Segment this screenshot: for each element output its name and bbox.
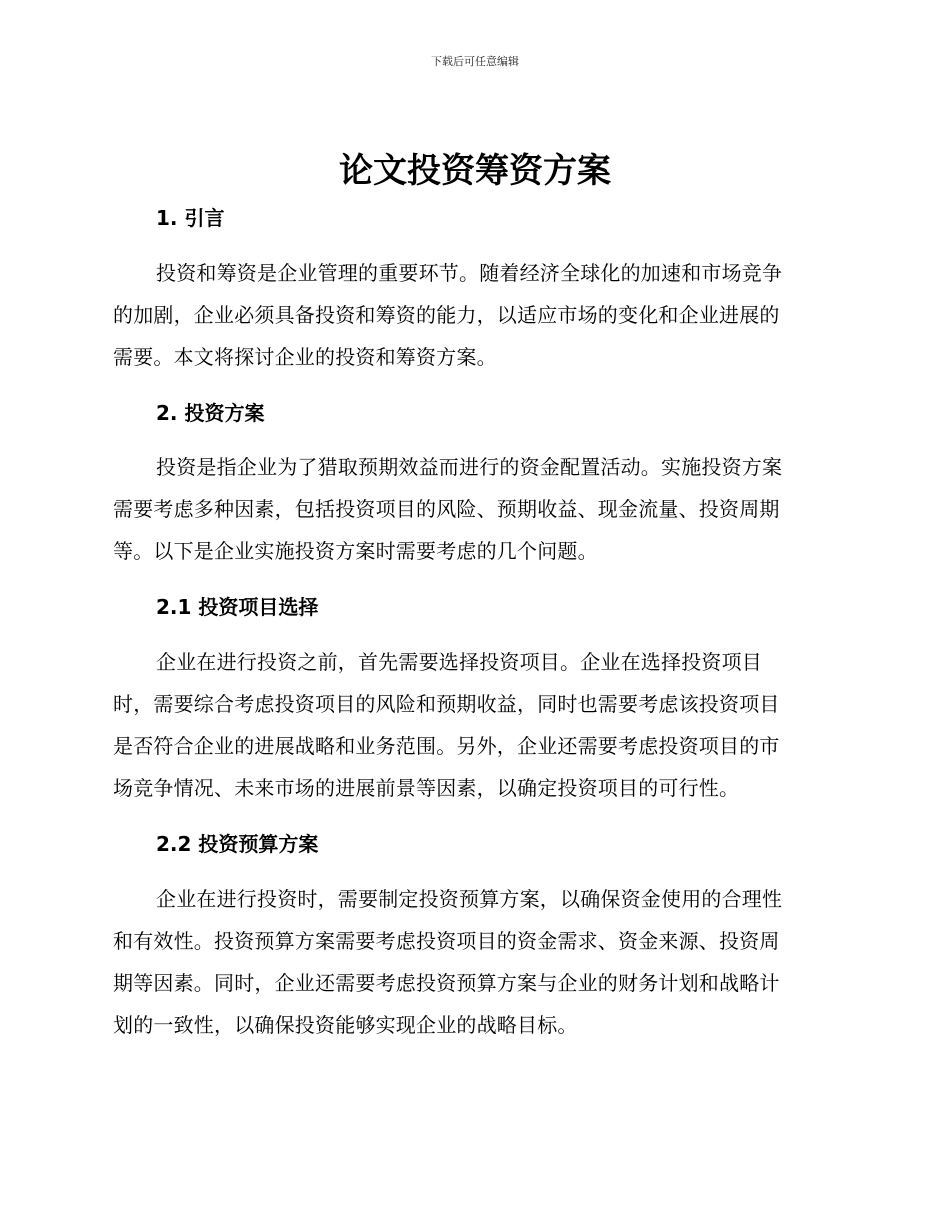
section-paragraph-investment-plan: [113, 446, 833, 572]
paragraph-line: 场竞争情况、未来市场的进展前景等因素，以确定投资项目的可行性。: [113, 776, 740, 800]
section-heading-budget-plan: 2.2 投资预算方案: [156, 832, 319, 856]
paragraph-line: 期等因素。同时，企业还需要考虑投资预算方案与企业的财务计划和战略计: [113, 971, 780, 995]
paragraph-line: 投资和筹资是企业管理的重要环节。随着经济全球化的加速和市场竞争: [156, 261, 783, 285]
section-paragraph-budget-plan: [113, 878, 833, 1046]
paragraph-line: 需要。本文将探讨企业的投资和筹资方案。: [113, 345, 497, 369]
paragraph-line: 的加剧，企业必须具备投资和筹资的能力，以适应市场的变化和企业进展的: [113, 303, 780, 327]
paragraph-line: 时，需要综合考虑投资项目的风险和预期收益，同时也需要考虑该投资项目: [113, 692, 780, 716]
section-heading-project-selection: 2.1 投资项目选择: [156, 595, 319, 619]
header-note: 下载后可任意编辑: [431, 55, 519, 68]
paragraph-line: 和有效性。投资预算方案需要考虑投资项目的资金需求、资金来源、投资周: [113, 929, 780, 953]
paragraph-line: 等。以下是企业实施投资方案时需要考虑的几个问题。: [113, 539, 598, 563]
paragraph-line: 需要考虑多种因素，包括投资项目的风险、预期收益、现金流量、投资周期: [113, 497, 780, 521]
paragraph-line: 是否符合企业的进展战略和业务范围。另外，企业还需要考虑投资项目的市: [113, 734, 780, 758]
section-paragraph-project-selection: [113, 641, 833, 809]
paragraph-line: 企业在进行投资之前，首先需要选择投资项目。企业在选择投资项目: [156, 650, 762, 674]
paragraph-line: 企业在进行投资时，需要制定投资预算方案，以确保资金使用的合理性: [156, 887, 783, 911]
section-heading-investment-plan: 2. 投资方案: [156, 401, 265, 425]
paragraph-line: 划的一致性，以确保投资能够实现企业的战略目标。: [113, 1013, 578, 1037]
document-title: 论文投资筹资方案: [339, 151, 611, 191]
paragraph-line: 投资是指企业为了猎取预期效益而进行的资金配置活动。实施投资方案: [156, 455, 783, 479]
section-paragraph-introduction: [113, 252, 833, 378]
section-heading-introduction: 1. 引言: [156, 206, 225, 230]
